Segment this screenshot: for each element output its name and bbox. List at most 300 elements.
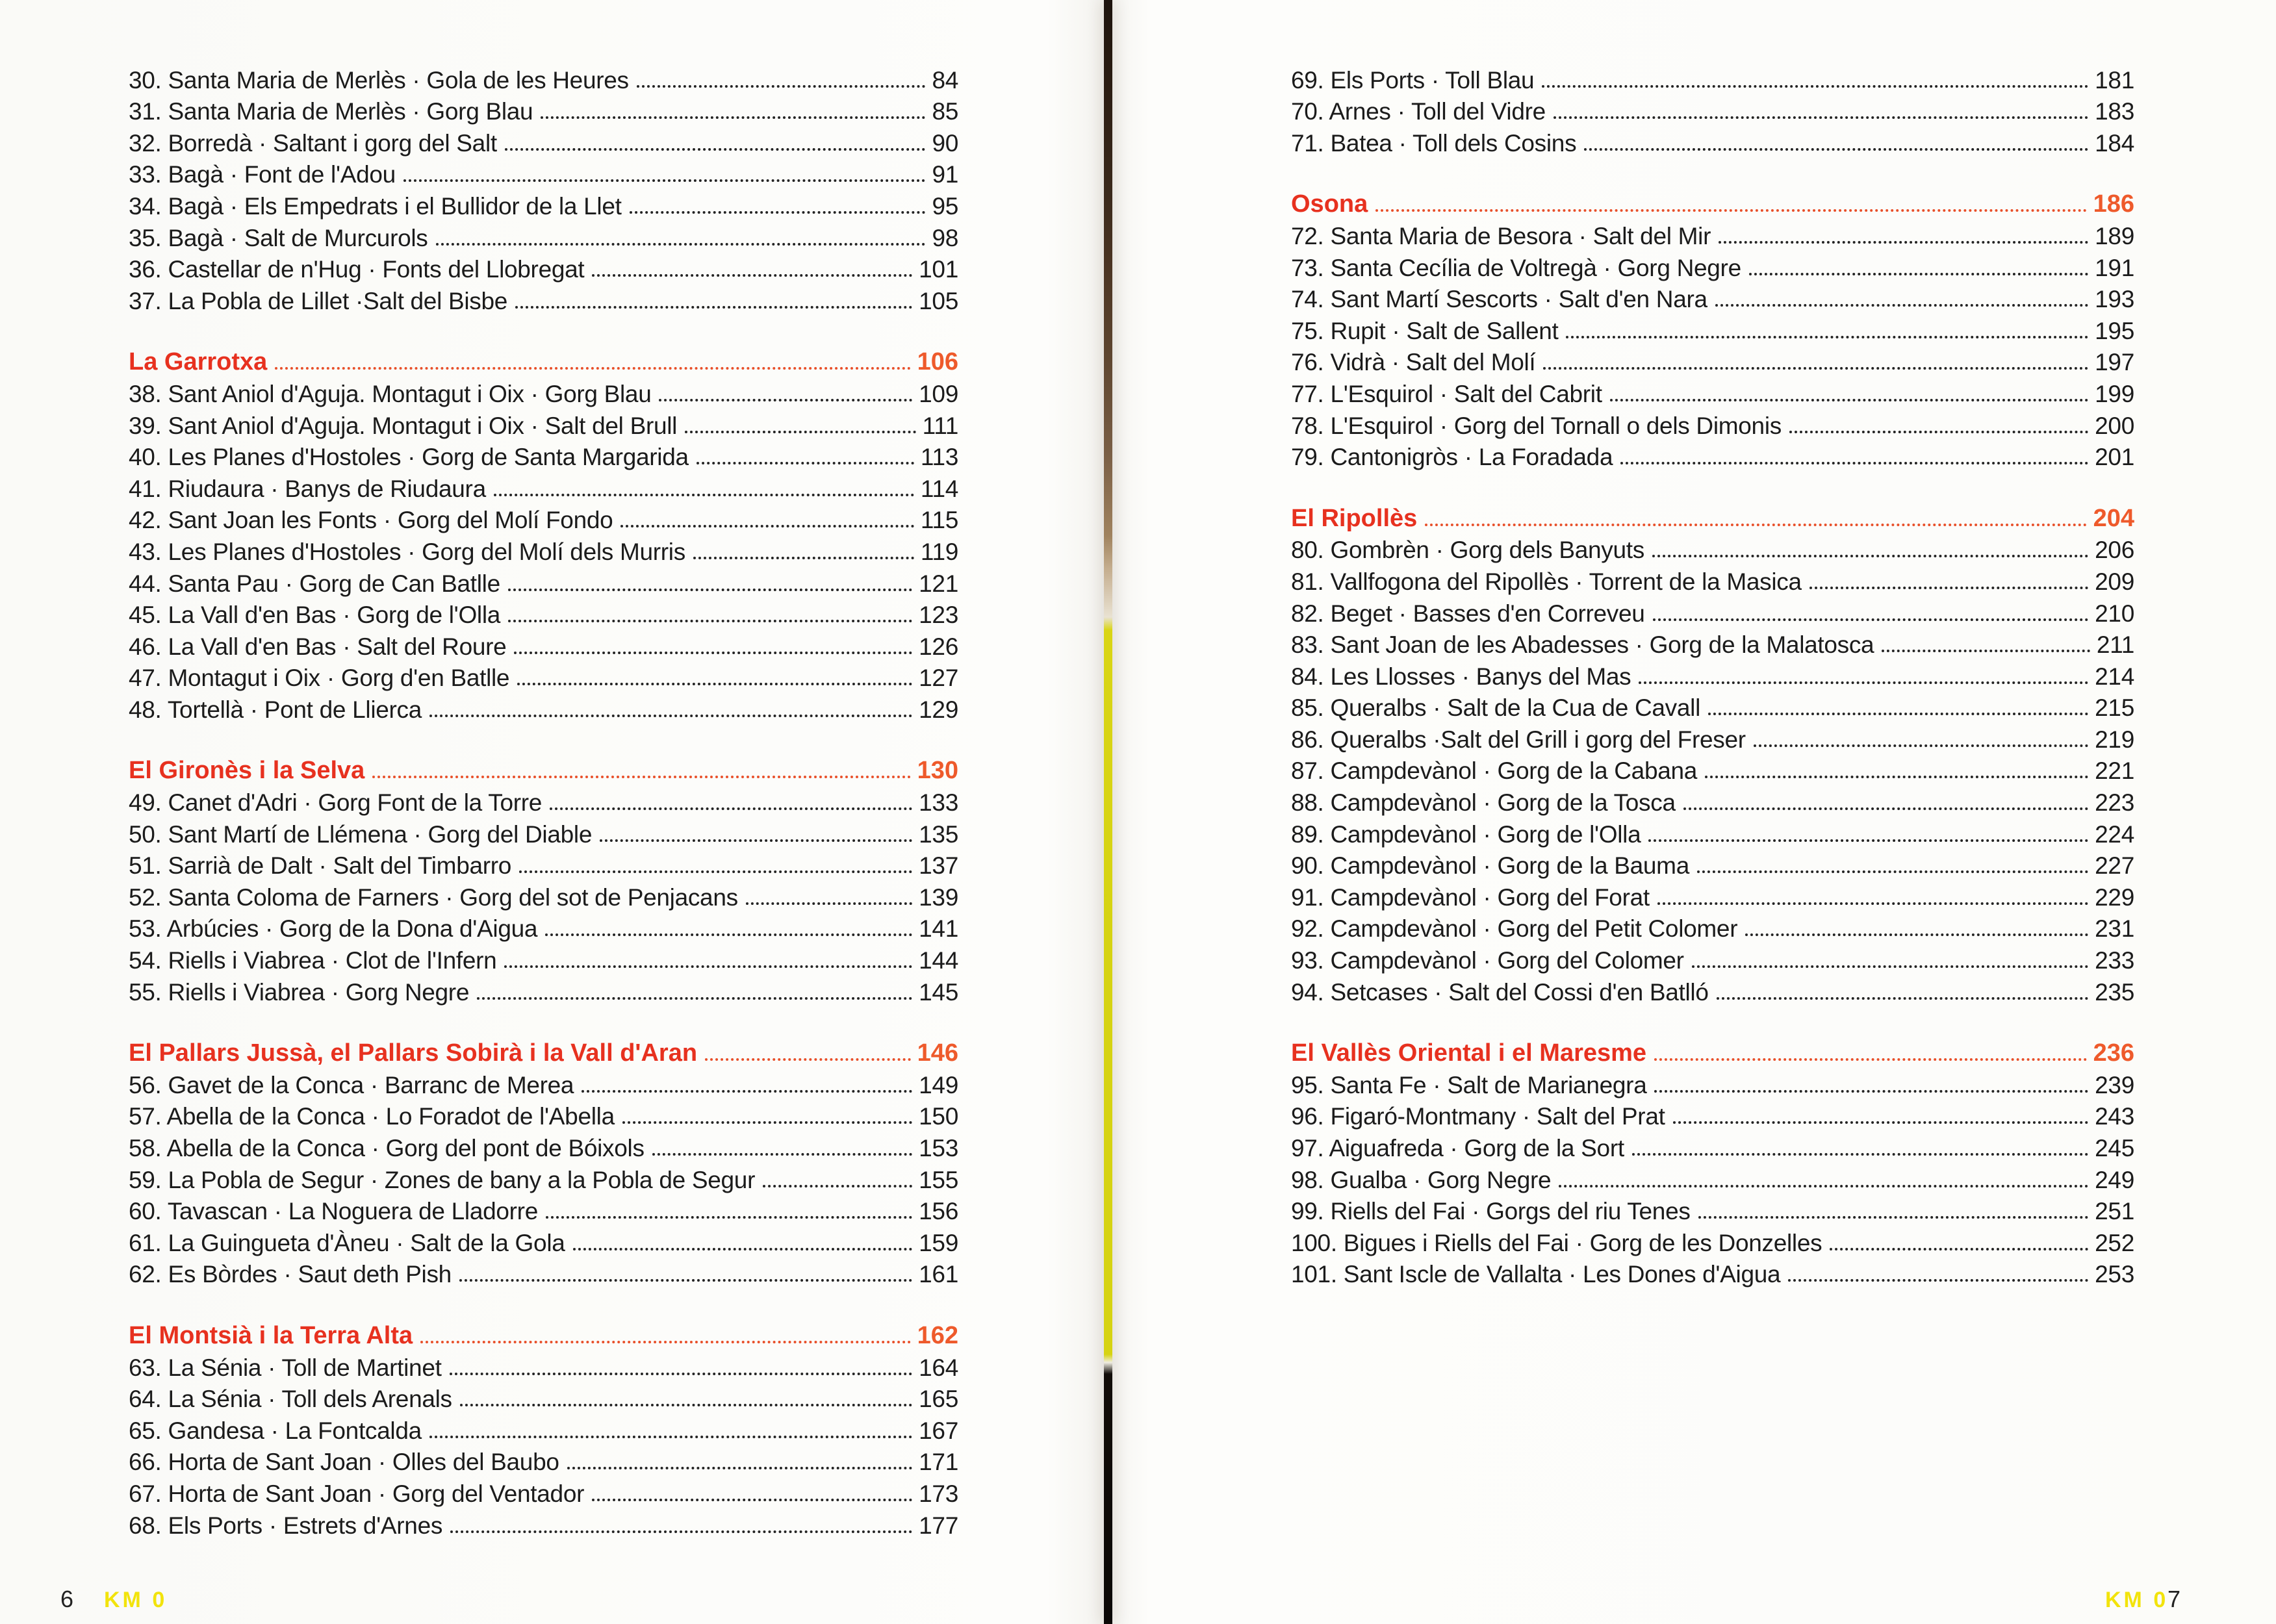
toc-entry-title: 49. Canet d'Adri · Gorg Font de la Torre — [129, 789, 543, 817]
toc-entry — [129, 1350, 958, 1382]
toc-entry-title: 51. Sarrià de Dalt · Salt del Timbarro — [129, 852, 512, 880]
toc-entry-title: 76. Vidrà · Salt del Molí — [1291, 349, 1536, 376]
toc-entry — [129, 1067, 958, 1099]
toc-entry-page: 161 — [919, 1261, 958, 1288]
toc-entry — [1291, 345, 2134, 377]
toc-entry — [129, 943, 958, 974]
toc-entry-title: 67. Horta de Sant Joan · Gorg del Ventador — [129, 1480, 585, 1507]
toc-entry — [129, 598, 958, 629]
dot-leader — [275, 367, 910, 370]
toc-entry-title: 88. Campdevànol · Gorg de la Tosca — [1291, 789, 1676, 817]
toc-entry-title: 81. Vallfogona del Ripollès · Torrent de la Masica — [1291, 568, 1802, 595]
toc-entry — [1291, 596, 2134, 628]
toc-entry-title: 37. La Pobla de Lillet ·Salt del Bisbe — [129, 287, 508, 314]
toc-entry-page: 229 — [2095, 883, 2134, 911]
dot-leader — [1652, 555, 2088, 557]
toc-entry — [1291, 1225, 2134, 1257]
toc-entry — [129, 503, 958, 535]
toc-entry-title: 65. Gandesa · La Fontcalda — [129, 1417, 422, 1444]
toc-entry-title: 33. Bagà · Font de l'Adou — [129, 161, 396, 188]
toc-entry-page: 211 — [2096, 631, 2134, 659]
dot-leader — [600, 839, 912, 842]
dot-leader — [652, 1153, 913, 1156]
toc-entry-title: 95. Santa Fe · Salt de Marianegra — [1291, 1071, 1647, 1098]
toc-entry-page: 159 — [919, 1229, 958, 1256]
toc-entry-page: 171 — [919, 1449, 958, 1476]
toc-entry — [129, 817, 958, 848]
toc-entry-page: 243 — [2095, 1103, 2134, 1130]
toc-entry-title: 84. Les Llosses · Banys del Mas — [1291, 663, 1631, 690]
dot-leader — [637, 85, 926, 88]
dot-leader — [1882, 650, 2090, 652]
toc-section-title: El Vallès Oriental i el Maresme — [1291, 1039, 1647, 1067]
toc-section-page: 236 — [2093, 1039, 2134, 1067]
toc-entry — [1291, 1162, 2134, 1194]
toc-entry-title: 56. Gavet de la Conca · Barranc de Merea — [129, 1071, 574, 1098]
dot-leader — [582, 1090, 912, 1093]
dot-leader — [403, 179, 925, 182]
toc-entry-page: 239 — [2095, 1071, 2134, 1098]
toc-section-heading — [129, 1318, 958, 1350]
toc-entry-title: 79. Cantonigròs · La Foradada — [1291, 444, 1613, 471]
dot-leader — [1554, 116, 2088, 119]
toc-entry-title: 45. La Vall d'en Bas · Gorg de l'Olla — [129, 602, 501, 629]
dot-leader — [1653, 618, 2089, 621]
toc-entry-page: 137 — [919, 852, 958, 880]
toc-entry — [1291, 1067, 2134, 1099]
toc-entry — [129, 471, 958, 503]
toc-entry-page: 223 — [2095, 789, 2134, 817]
dot-leader — [1715, 304, 2088, 307]
brand-logo-km0-left: KM 0 — [104, 1588, 168, 1612]
toc-section-heading — [129, 1036, 958, 1068]
toc-entry-page: 95 — [932, 192, 958, 220]
toc-entry-page: 133 — [919, 789, 958, 817]
dot-leader — [1673, 1121, 2089, 1124]
toc-entry — [129, 1445, 958, 1477]
page-number-right: 7 — [2167, 1586, 2181, 1612]
toc-entry-page: 156 — [919, 1198, 958, 1225]
dot-leader — [459, 1279, 912, 1282]
toc-entry-page: 111 — [922, 412, 958, 439]
toc-entry — [129, 848, 958, 880]
dot-leader — [1692, 965, 2088, 968]
toc-entry-page: 209 — [2095, 568, 2134, 595]
toc-section-heading — [129, 754, 958, 785]
toc-entry — [1291, 376, 2134, 408]
toc-entry — [129, 220, 958, 252]
toc-entry-title: 38. Sant Aniol d'Aguja. Montagut i Oix · Gorg Blau — [129, 380, 652, 407]
dot-leader — [1639, 681, 2088, 684]
toc-entry-page: 200 — [2095, 412, 2134, 439]
toc-entry — [129, 1508, 958, 1540]
dot-leader — [477, 997, 912, 1000]
toc-section-title: El Ripollès — [1291, 504, 1418, 532]
book-page-right — [1112, 0, 2276, 1624]
toc-entry-page: 114 — [920, 475, 958, 502]
toc-entry-page: 206 — [2095, 537, 2134, 564]
toc-entry — [129, 125, 958, 157]
toc-entry-title: 94. Setcases · Salt del Cossi d'en Batlló — [1291, 978, 1709, 1006]
page-number-left: 6 — [60, 1586, 74, 1612]
toc-entry-page: 221 — [2095, 757, 2134, 785]
toc-entry-page: 98 — [932, 224, 958, 251]
dot-leader — [450, 1373, 913, 1375]
toc-entry — [1291, 1130, 2134, 1162]
dot-leader — [517, 683, 912, 685]
dot-leader — [1749, 273, 2088, 275]
dot-leader — [697, 462, 914, 464]
dot-leader — [420, 1341, 910, 1343]
toc-entry-page: 109 — [919, 380, 958, 407]
toc-entry — [1291, 94, 2134, 126]
toc-entry-page: 164 — [919, 1354, 958, 1381]
toc-entry-page: 150 — [919, 1103, 958, 1130]
dot-leader — [1745, 933, 2088, 936]
toc-entry-page: 252 — [2095, 1229, 2134, 1256]
toc-entry-title: 42. Sant Joan les Fonts · Gorg del Molí Fondo — [129, 507, 613, 534]
toc-entry — [129, 62, 958, 94]
toc-entry — [1291, 533, 2134, 565]
toc-entry-title: 64. La Sénia · Toll dels Arenals — [129, 1386, 452, 1413]
toc-entry-title: 101. Sant Iscle de Vallalta · Les Dones d'Aigua — [1291, 1261, 1781, 1288]
toc-entry-title: 57. Abella de la Conca · Lo Foradot de l'Abella — [129, 1103, 615, 1130]
toc-entry — [1291, 785, 2134, 817]
toc-entry-title: 48. Tortellà · Pont de Llierca — [129, 696, 422, 723]
toc-entry — [1291, 218, 2134, 250]
toc-entry-title: 54. Riells i Viabrea · Clot de l'Infern — [129, 947, 497, 974]
toc-entry-title: 98. Gualba · Gorg Negre — [1291, 1166, 1552, 1193]
toc-entry-title: 32. Borredà · Saltant i gorg del Salt — [129, 129, 497, 157]
dot-leader — [1789, 431, 2088, 433]
toc-entry-page: 129 — [919, 696, 958, 723]
toc-entry-title: 82. Beget · Basses d'en Correveu — [1291, 600, 1645, 627]
toc-entry-page: 177 — [919, 1512, 958, 1539]
toc-entry-page: 167 — [919, 1417, 958, 1444]
toc-entry-page: 139 — [919, 883, 958, 911]
dot-leader — [504, 965, 912, 968]
dot-leader — [429, 715, 912, 717]
dot-leader — [573, 1248, 913, 1250]
toc-entry — [129, 629, 958, 661]
toc-entry-page: 127 — [919, 665, 958, 692]
toc-entry-title: 30. Santa Maria de Merlès · Gola de les Heures — [129, 66, 629, 94]
toc-section-page: 146 — [917, 1039, 958, 1067]
toc-section-heading — [1291, 187, 2134, 219]
toc-entry — [1291, 911, 2134, 943]
toc-entry-page: 231 — [2095, 915, 2134, 943]
toc-entry-title: 35. Bagà · Salt de Murcurols — [129, 224, 428, 251]
toc-entry-title: 99. Riells del Fai · Gorgs del riu Tenes — [1291, 1198, 1691, 1225]
dot-leader — [693, 557, 914, 559]
toc-entry-title: 41. Riudaura · Banys de Riudaura — [129, 475, 486, 502]
toc-entry-page: 155 — [919, 1166, 958, 1193]
dot-leader — [592, 274, 912, 277]
dot-leader — [1719, 241, 2088, 244]
toc-entry-title: 34. Bagà · Els Empedrats i el Bullidor de la Llet — [129, 192, 622, 220]
dot-leader — [429, 1436, 912, 1438]
dot-leader — [567, 1467, 913, 1469]
book-spine-gutter — [1104, 0, 1112, 1624]
toc-entry-title: 63. La Sénia · Toll de Martinet — [129, 1354, 442, 1381]
toc-section-page: 106 — [917, 348, 958, 376]
dot-leader — [1708, 713, 2088, 715]
toc-entry-title: 78. L'Esquirol · Gorg del Tornall o dels Dimonis — [1291, 412, 1782, 439]
dot-leader — [550, 807, 912, 810]
toc-entry-page: 145 — [919, 978, 958, 1006]
dot-leader — [1830, 1248, 2088, 1250]
toc-section-title: La Garrotxa — [129, 348, 268, 376]
toc-entry — [129, 785, 958, 817]
toc-entry — [129, 1382, 958, 1414]
toc-entry-page: 233 — [2095, 947, 2134, 974]
dot-leader — [659, 399, 912, 401]
toc-entry-title: 62. Es Bòrdes · Saut deth Pish — [129, 1261, 452, 1288]
toc-entry-title: 31. Santa Maria de Merlès · Gorg Blau — [129, 98, 533, 125]
toc-entry-page: 215 — [2095, 694, 2134, 722]
toc-entry-page: 126 — [919, 633, 958, 660]
toc-entry-title: 87. Campdevànol · Gorg de la Cabana — [1291, 757, 1698, 785]
toc-section-block — [129, 1318, 958, 1539]
toc-entry-page: 119 — [920, 538, 958, 565]
toc-entry-title: 83. Sant Joan de les Abadesses · Gorg de la Malatosca — [1291, 631, 1874, 659]
dot-leader — [546, 1216, 912, 1219]
toc-entry-title: 61. La Guingueta d'Àneu · Salt de la Gola — [129, 1229, 565, 1256]
dot-leader — [436, 243, 926, 246]
toc-entry — [129, 157, 958, 189]
toc-entry — [129, 534, 958, 566]
toc-entry-page: 113 — [920, 444, 958, 471]
dot-leader — [763, 1185, 912, 1187]
dot-leader — [1425, 524, 2086, 526]
toc-entry-page: 201 — [2095, 444, 2134, 471]
toc-entry-page: 149 — [919, 1071, 958, 1098]
toc-entry-title: 59. La Pobla de Segur · Zones de bany a la Pobla de Segur — [129, 1166, 756, 1193]
dot-leader — [1705, 776, 2088, 778]
toc-column-left — [129, 62, 958, 1540]
toc-entry — [1291, 691, 2134, 722]
toc-entry-page: 85 — [932, 98, 958, 125]
toc-entry-page: 235 — [2095, 978, 2134, 1006]
dot-leader — [541, 116, 925, 119]
toc-entry-title: 39. Sant Aniol d'Aguja. Montagut i Oix · Salt del Brull — [129, 412, 678, 439]
dot-leader — [1683, 807, 2088, 810]
toc-entry-page: 90 — [932, 129, 958, 157]
toc-entry — [1291, 1257, 2134, 1289]
toc-section-block — [129, 1036, 958, 1289]
toc-entry-title: 85. Queralbs · Salt de la Cua de Cavall — [1291, 694, 1700, 722]
dot-leader — [1698, 1216, 2089, 1219]
dot-leader — [508, 589, 912, 591]
dot-leader — [1620, 462, 2088, 464]
dot-leader — [1717, 997, 2089, 1000]
toc-section-page: 162 — [917, 1321, 958, 1349]
toc-entry — [1291, 628, 2134, 659]
dot-leader — [505, 148, 926, 151]
toc-entry-title: 60. Tavascan · La Noguera de Lladorre — [129, 1198, 538, 1225]
toc-column-right — [1291, 62, 2134, 1288]
toc-entry — [1291, 440, 2134, 472]
toc-entry — [129, 1413, 958, 1445]
toc-entry — [1291, 943, 2134, 974]
toc-section-title: El Montsià i la Terra Alta — [129, 1321, 413, 1349]
toc-entry-page: 219 — [2095, 726, 2134, 753]
toc-entry — [129, 440, 958, 472]
dot-leader — [515, 306, 912, 309]
dot-leader — [622, 1121, 912, 1124]
toc-entry — [129, 1162, 958, 1194]
toc-entry-title: 72. Santa Maria de Besora · Salt del Mir — [1291, 222, 1711, 249]
dot-leader — [1809, 587, 2088, 589]
toc-entry — [1291, 659, 2134, 691]
toc-entry-title: 40. Les Planes d'Hostoles · Gorg de Santa Margarida — [129, 444, 689, 471]
toc-entry — [129, 1257, 958, 1289]
dot-leader — [1754, 744, 2088, 747]
toc-entry-page: 91 — [932, 161, 958, 188]
dot-leader — [514, 652, 912, 654]
toc-entry-page: 195 — [2095, 317, 2134, 344]
toc-entry-page: 193 — [2095, 286, 2134, 313]
toc-entry — [129, 188, 958, 220]
toc-entry — [1291, 313, 2134, 345]
dot-leader — [1654, 1090, 2088, 1093]
toc-entry — [1291, 880, 2134, 911]
toc-entry-title: 92. Campdevànol · Gorg del Petit Colomer — [1291, 915, 1738, 943]
toc-entry — [129, 880, 958, 911]
toc-entry-page: 181 — [2095, 66, 2134, 94]
toc-section-page: 130 — [917, 757, 958, 785]
toc-section-block — [1291, 187, 2134, 471]
dot-leader — [1566, 336, 2088, 338]
toc-entry — [129, 1225, 958, 1257]
toc-entry-title: 86. Queralbs ·Salt del Grill i gorg del Freser — [1291, 726, 1746, 753]
toc-entry — [1291, 564, 2134, 596]
toc-entry-title: 43. Les Planes d'Hostoles · Gorg del Molí dels Murris — [129, 538, 685, 565]
toc-entry-title: 69. Els Ports · Toll Blau — [1291, 66, 1535, 94]
toc-entry-title: 91. Campdevànol · Gorg del Forat — [1291, 883, 1650, 911]
toc-entry-page: 135 — [919, 820, 958, 848]
toc-entry-title: 66. Horta de Sant Joan · Olles del Baubo — [129, 1449, 559, 1476]
toc-entry-page: 183 — [2095, 98, 2134, 125]
toc-entry-page: 101 — [919, 256, 958, 283]
toc-section-heading — [129, 345, 958, 377]
toc-entry-page: 224 — [2095, 820, 2134, 848]
toc-entry-page: 121 — [919, 570, 958, 597]
toc-entry-page: 199 — [2095, 380, 2134, 407]
toc-entry-title: 77. L'Esquirol · Salt del Cabrit — [1291, 380, 1602, 407]
toc-section-heading — [1291, 1036, 2134, 1068]
toc-section-block — [129, 62, 958, 315]
toc-entry-page: 249 — [2095, 1166, 2134, 1193]
toc-section-title: El Pallars Jussà, el Pallars Sobirà i la Vall d'Aran — [129, 1039, 698, 1067]
toc-entry-title: 89. Campdevànol · Gorg de l'Olla — [1291, 820, 1641, 848]
toc-entry — [129, 974, 958, 1006]
toc-entry-title: 68. Els Ports · Estrets d'Arnes — [129, 1512, 443, 1539]
toc-entry-page: 144 — [919, 947, 958, 974]
toc-entry-title: 97. Aiguafreda · Gorg de la Sort — [1291, 1135, 1624, 1161]
toc-entry — [1291, 250, 2134, 282]
dot-leader — [494, 494, 914, 496]
dot-leader — [1542, 85, 2088, 88]
toc-entry-page: 84 — [932, 66, 958, 94]
toc-entry-page: 251 — [2095, 1198, 2134, 1225]
toc-entry-title: 93. Campdevànol · Gorg del Colomer — [1291, 947, 1684, 974]
toc-entry — [1291, 722, 2134, 754]
dot-leader — [592, 1499, 912, 1501]
toc-entry-page: 105 — [919, 287, 958, 314]
toc-entry-title: 50. Sant Martí de Llémena · Gorg del Diable — [129, 820, 593, 848]
toc-entry — [129, 1099, 958, 1131]
toc-entry — [1291, 62, 2134, 94]
toc-entry — [1291, 817, 2134, 848]
dot-leader — [1654, 1058, 2087, 1061]
toc-section-title: El Gironès i la Selva — [129, 757, 365, 785]
dot-leader — [372, 776, 910, 778]
dot-leader — [1375, 209, 2086, 212]
toc-entry-title: 80. Gombrèn · Gorg dels Banyuts — [1291, 537, 1644, 564]
toc-section-block — [1291, 501, 2134, 1006]
toc-entry-title: 90. Campdevànol · Gorg de la Bauma — [1291, 852, 1689, 880]
toc-entry-page: 153 — [919, 1135, 958, 1161]
toc-entry-page: 197 — [2095, 349, 2134, 376]
dot-leader — [630, 211, 926, 214]
toc-entry-page: 165 — [919, 1386, 958, 1413]
dot-leader — [1632, 1153, 2088, 1156]
toc-entry — [1291, 282, 2134, 314]
toc-entry-page: 191 — [2095, 254, 2134, 281]
toc-entry-page: 184 — [2095, 129, 2134, 157]
dot-leader — [460, 1404, 912, 1406]
toc-entry-title: 70. Arnes · Toll del Vidre — [1291, 98, 1546, 125]
toc-section-page: 204 — [2093, 504, 2134, 532]
dot-leader — [1648, 839, 2088, 842]
toc-entry — [129, 408, 958, 440]
toc-section-block — [129, 754, 958, 1006]
toc-section-page: 186 — [2093, 190, 2134, 218]
toc-entry — [129, 692, 958, 724]
toc-entry-page: 123 — [919, 602, 958, 629]
toc-entry-title: 55. Riells i Viabrea · Gorg Negre — [129, 978, 470, 1006]
dot-leader — [746, 902, 912, 905]
toc-entry-title: 75. Rupit · Salt de Sallent — [1291, 317, 1559, 344]
toc-entry-page: 141 — [919, 915, 958, 943]
toc-entry — [129, 94, 958, 126]
brand-logo-km0-right: KM 0 — [2105, 1588, 2169, 1612]
book-page-left — [0, 0, 1104, 1624]
toc-entry — [1291, 754, 2134, 785]
toc-section-block — [1291, 1036, 2134, 1289]
toc-entry-page: 115 — [920, 507, 958, 534]
dot-leader — [1543, 367, 2088, 370]
toc-section-block — [129, 345, 958, 724]
toc-entry — [1291, 848, 2134, 880]
toc-entry-title: 73. Santa Cecília de Voltregà · Gorg Negre — [1291, 254, 1741, 281]
toc-entry — [129, 283, 958, 315]
toc-entry — [129, 252, 958, 284]
dot-leader — [1584, 148, 2088, 151]
dot-leader — [519, 870, 912, 873]
dot-leader — [1697, 870, 2088, 873]
dot-leader — [685, 431, 916, 433]
toc-entry — [129, 566, 958, 598]
toc-entry-title: 52. Santa Coloma de Farners · Gorg del sot de Penjacans — [129, 883, 738, 911]
dot-leader — [1788, 1279, 2088, 1282]
toc-entry — [1291, 125, 2134, 157]
dot-leader — [450, 1530, 912, 1533]
toc-entry — [129, 1194, 958, 1226]
toc-entry-title: 44. Santa Pau · Gorg de Can Batlle — [129, 570, 500, 597]
dot-leader — [1559, 1185, 2088, 1187]
